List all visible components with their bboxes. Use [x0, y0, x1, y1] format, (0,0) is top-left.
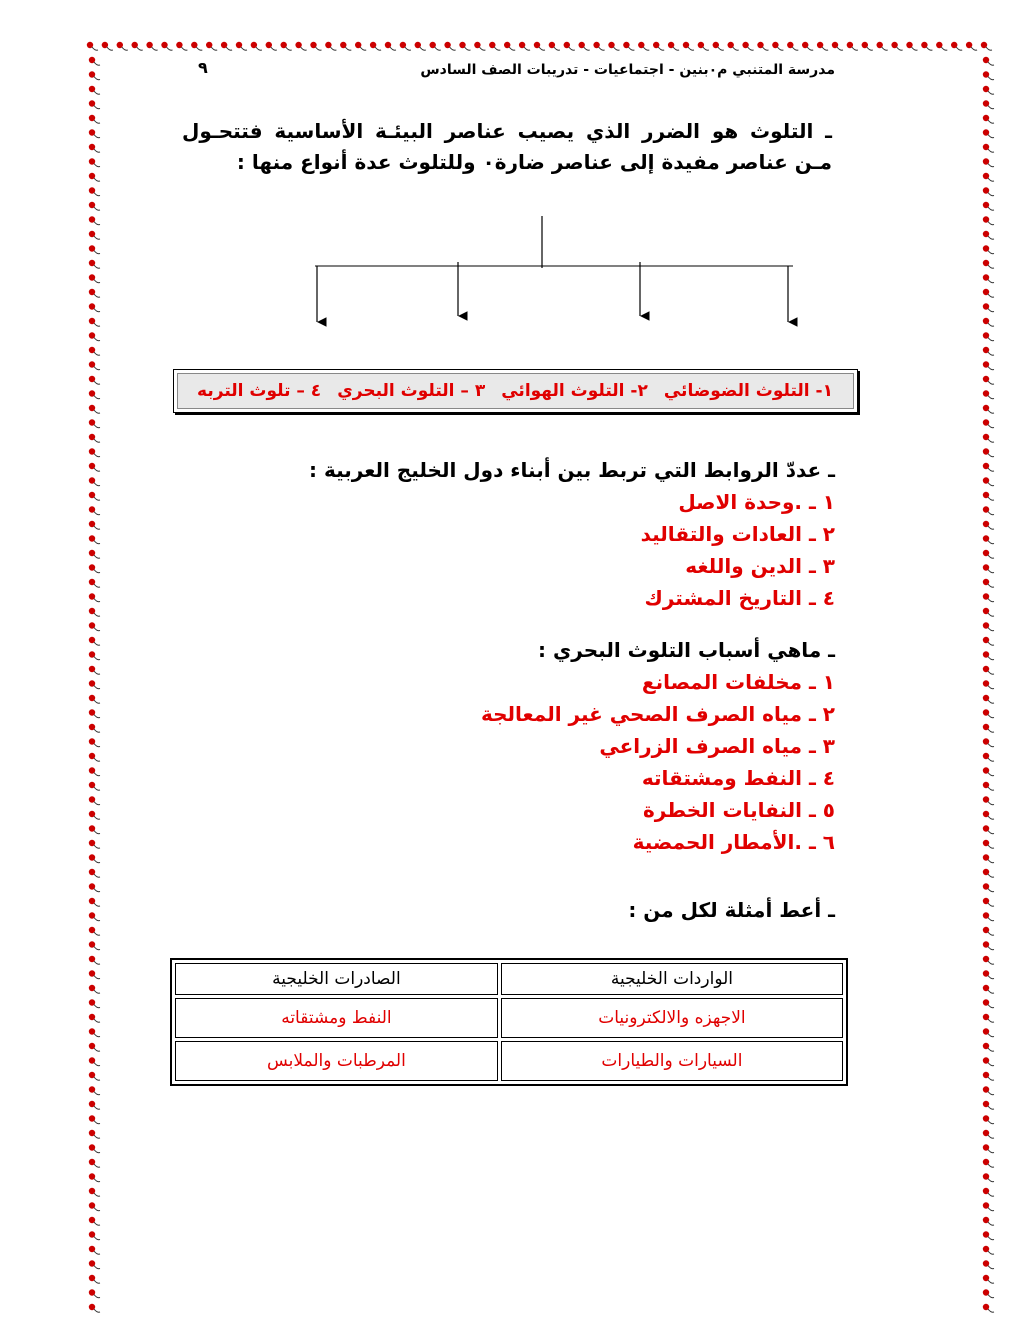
ornament: [89, 767, 100, 775]
ornament: [89, 318, 100, 326]
ornament: [549, 42, 560, 50]
ornament: [983, 579, 994, 587]
ornament: [89, 912, 100, 920]
table-cell: الاجهزه والالكترونيات: [501, 998, 843, 1038]
ornament: [117, 42, 128, 50]
ornament: [89, 535, 100, 543]
ornament: [983, 1231, 994, 1239]
ornament: [983, 173, 994, 181]
ornament: [89, 985, 100, 993]
ornament: [89, 680, 100, 688]
list-item: ٦ ـ .الأمطار الحمضية: [632, 830, 835, 854]
ornament: [983, 86, 994, 94]
ornament: [89, 86, 100, 94]
ornament: [638, 42, 649, 50]
ornament: [89, 332, 100, 340]
ornament: [89, 274, 100, 282]
ornament: [89, 245, 100, 253]
list-item: ٣ ـ مياه الصرف الزراعي: [599, 734, 835, 758]
ornament: [983, 593, 994, 601]
ornament: [221, 42, 232, 50]
page-number: ٩: [198, 58, 208, 77]
ornament: [983, 376, 994, 384]
ornament: [772, 42, 783, 50]
ornament: [89, 579, 100, 587]
ornament: [983, 521, 994, 529]
ornament: [444, 42, 455, 50]
marine-pollution-question: ـ ماهي أسباب التلوث البحري :: [538, 638, 835, 662]
ornament: [983, 1101, 994, 1109]
ornament: [608, 42, 619, 50]
ornament: [564, 42, 575, 50]
list-item: ٤ ـ النفط ومشتقاته: [641, 766, 835, 790]
ornament: [983, 303, 994, 311]
ornament: [983, 782, 994, 790]
ornament: [817, 42, 828, 50]
ornament: [983, 187, 994, 195]
ornament: [983, 1289, 994, 1297]
pollution-types-box: [173, 369, 858, 413]
ornament: [519, 42, 530, 50]
ornament: [983, 608, 994, 616]
ornament: [832, 42, 843, 50]
ornament: [683, 42, 694, 50]
ornament: [89, 506, 100, 514]
ornament: [862, 42, 873, 50]
list-item: ١ ـ .وحدة الاصل: [678, 490, 835, 514]
ornament: [983, 492, 994, 500]
ornament: [89, 492, 100, 500]
ornament: [489, 42, 500, 50]
ornament: [983, 753, 994, 761]
ornament: [89, 1231, 100, 1239]
ornament: [877, 42, 888, 50]
ornament: [983, 289, 994, 297]
ornament: [983, 622, 994, 630]
ornament: [89, 622, 100, 630]
ornament: [89, 115, 100, 123]
ornament: [983, 361, 994, 369]
page-header: مدرسة المتنبي م٠بنين - اجتماعيات - تدريبات الصف السادس: [420, 62, 835, 78]
ornament: [983, 811, 994, 819]
ornament: [89, 999, 100, 1007]
ornament: [593, 42, 604, 50]
ornament: [983, 347, 994, 355]
ornament: [983, 434, 994, 442]
ornament: [983, 1028, 994, 1036]
ornament: [983, 550, 994, 558]
examples-table: [170, 958, 848, 1086]
ornament: [983, 738, 994, 746]
ornament: [847, 42, 858, 50]
ornament: [89, 738, 100, 746]
ornament: [89, 1043, 100, 1051]
pollution-type-4: ٤ – تلوث التربه: [197, 381, 322, 401]
ornament: [983, 463, 994, 471]
ornament: [89, 57, 100, 65]
ornament: [983, 115, 994, 123]
ornament: [951, 42, 962, 50]
ornament: [983, 245, 994, 253]
ornament: [89, 927, 100, 935]
ornament: [983, 1057, 994, 1065]
ornament: [89, 1289, 100, 1297]
ornament: [983, 390, 994, 398]
ornament: [89, 941, 100, 949]
ornament: [89, 782, 100, 790]
ornament: [983, 869, 994, 877]
pollution-definition: ـ التلوث هو الضرر الذي يصيب عناصر البيئـة الأساسية فتتحـول مـن عناصر مفيدة إلى عناصر ضارة٠ وللتلوث عدة أنواع منها :: [182, 119, 832, 174]
ornament: [89, 1159, 100, 1167]
ornament: [668, 42, 679, 50]
ornament: [653, 42, 664, 50]
ornament: [89, 419, 100, 427]
ornament: [89, 608, 100, 616]
ornament: [89, 521, 100, 529]
ornament: [983, 202, 994, 210]
ornament: [983, 332, 994, 340]
ornament: [89, 869, 100, 877]
ornament: [983, 1086, 994, 1094]
ornament: [983, 129, 994, 137]
ornament: [89, 129, 100, 137]
ornament: [236, 42, 247, 50]
ornament: [266, 42, 277, 50]
ornament: [983, 651, 994, 659]
ornament: [89, 390, 100, 398]
ornament: [89, 216, 100, 224]
ornament: [89, 840, 100, 848]
ornament: [89, 753, 100, 761]
ornament: [385, 42, 396, 50]
ornament: [983, 71, 994, 79]
ornament: [89, 477, 100, 485]
ornament: [983, 1304, 994, 1312]
ornament: [102, 42, 113, 50]
ornament: [698, 42, 709, 50]
ornament: [983, 956, 994, 964]
ornament: [89, 898, 100, 906]
ornament: [89, 811, 100, 819]
ornament: [742, 42, 753, 50]
ornament: [983, 448, 994, 456]
ornament: [89, 361, 100, 369]
pollution-type-1: ١- التلوث الضوضائي: [663, 381, 833, 401]
ornament: [983, 637, 994, 645]
ornament: [89, 564, 100, 572]
ornament: [983, 970, 994, 978]
ornament: [89, 593, 100, 601]
ornament: [474, 42, 485, 50]
ornament: [89, 651, 100, 659]
ornament: [430, 42, 441, 50]
gulf-ties-list: [641, 486, 835, 614]
list-item: ٣ ـ الدين واللغه: [685, 554, 835, 578]
header-imports: الواردات الخليجية: [501, 963, 843, 995]
ornament: [89, 347, 100, 355]
ornament: [89, 158, 100, 166]
ornament: [89, 637, 100, 645]
ornament: [983, 941, 994, 949]
ornament: [983, 144, 994, 152]
ornament: [966, 42, 977, 50]
ornament: [728, 42, 739, 50]
ornament: [983, 927, 994, 935]
ornament: [89, 1173, 100, 1181]
ornament: [983, 1014, 994, 1022]
ornament: [983, 767, 994, 775]
ornament: [89, 666, 100, 674]
ornament: [89, 709, 100, 717]
ornament: [983, 535, 994, 543]
ornament: [579, 42, 590, 50]
ornament: [983, 57, 994, 65]
ornament: [983, 419, 994, 427]
ornament: [983, 840, 994, 848]
ornament: [983, 405, 994, 413]
table-cell: المرطبات والملابس: [175, 1041, 498, 1081]
ornament: [89, 71, 100, 79]
ornament: [983, 1159, 994, 1167]
ornament: [983, 231, 994, 239]
ornament: [983, 666, 994, 674]
table-cell: السيارات والطيارات: [501, 1041, 843, 1081]
ornament: [504, 42, 515, 50]
ornament: [89, 463, 100, 471]
ornament: [355, 42, 366, 50]
ornament: [983, 1188, 994, 1196]
ornament: [906, 42, 917, 50]
ornament: [89, 796, 100, 804]
ornament: [983, 1130, 994, 1138]
ornament: [206, 42, 217, 50]
ornament: [936, 42, 947, 50]
ornament: [891, 42, 902, 50]
ornament: [89, 1014, 100, 1022]
ornament: [983, 985, 994, 993]
ornament: [415, 42, 426, 50]
ornament: [802, 42, 813, 50]
ornament: [713, 42, 724, 50]
list-item: ١ ـ مخلفات المصانع: [641, 670, 835, 694]
ornament: [89, 1144, 100, 1152]
examples-question: ـ أعط أمثلة لكل من :: [628, 898, 835, 922]
ornament: [757, 42, 768, 50]
ornament: [983, 854, 994, 862]
ornament: [251, 42, 262, 50]
table-row: [175, 998, 843, 1038]
ornament: [983, 216, 994, 224]
ornament: [89, 1086, 100, 1094]
ornament: [281, 42, 292, 50]
ornament: [87, 42, 98, 50]
ornament: [89, 956, 100, 964]
ornament: [983, 564, 994, 572]
ornament: [89, 1028, 100, 1036]
ornament: [89, 1072, 100, 1080]
ornament: [89, 1130, 100, 1138]
ornament: [983, 825, 994, 833]
ornament: [89, 825, 100, 833]
ornament: [983, 274, 994, 282]
ornament: [983, 477, 994, 485]
ornament: [89, 1188, 100, 1196]
ornament: [89, 1217, 100, 1225]
list-item: ٢ ـ العادات والتقاليد: [640, 522, 835, 546]
ornament: [983, 318, 994, 326]
ornament: [89, 187, 100, 195]
ornament: [983, 506, 994, 514]
ornament: [325, 42, 336, 50]
ornament: [89, 1275, 100, 1283]
ornament: [340, 42, 351, 50]
ornament: [89, 550, 100, 558]
ornament: [132, 42, 143, 50]
table-row: [175, 1041, 843, 1081]
list-item: ٥ ـ النفايات الخطرة: [642, 798, 835, 822]
ornament: [459, 42, 470, 50]
ornament: [983, 1246, 994, 1254]
header-exports: الصادرات الخليجية: [175, 963, 498, 995]
pollution-type-2: ٢- التلوث الهوائي: [501, 381, 648, 401]
table-header-row: [175, 963, 843, 995]
ornament: [983, 999, 994, 1007]
ornament: [983, 1173, 994, 1181]
ornament: [983, 709, 994, 717]
list-item: ٤ ـ التاريخ المشترك: [644, 586, 835, 610]
ornament: [176, 42, 187, 50]
ornament: [89, 173, 100, 181]
ornament: [787, 42, 798, 50]
ornament: [983, 1217, 994, 1225]
ornament: [89, 231, 100, 239]
ornament: [191, 42, 202, 50]
ornament: [89, 883, 100, 891]
ornament: [983, 260, 994, 268]
ornament: [89, 405, 100, 413]
ornament: [89, 376, 100, 384]
ornament: [89, 448, 100, 456]
ornament: [983, 158, 994, 166]
ornament: [310, 42, 321, 50]
ornament: [295, 42, 306, 50]
list-item: ٢ ـ مياه الصرف الصحي غير المعالجة: [480, 702, 835, 726]
ornament: [89, 695, 100, 703]
ornament: [983, 1260, 994, 1268]
ornament: [983, 1043, 994, 1051]
ornament: [89, 100, 100, 108]
ornament: [534, 42, 545, 50]
ornament: [983, 1275, 994, 1283]
ornament: [983, 680, 994, 688]
ornament: [89, 202, 100, 210]
pollution-type-3: ٣ – التلوث البحري: [337, 381, 486, 401]
ornament: [983, 724, 994, 732]
ornament: [89, 1304, 100, 1312]
ornament: [89, 1202, 100, 1210]
ornament: [89, 970, 100, 978]
ornament: [983, 695, 994, 703]
ornament: [89, 1115, 100, 1123]
ornament: [983, 1144, 994, 1152]
ornament: [89, 1057, 100, 1065]
ornament: [983, 796, 994, 804]
ornament: [89, 260, 100, 268]
gulf-ties-question: ـ عددّ الروابط التي تربط بين أبناء دول الخليج العربية :: [308, 458, 835, 482]
ornament: [89, 724, 100, 732]
ornament: [983, 1202, 994, 1210]
table-cell: النفط ومشتقاته: [175, 998, 498, 1038]
ornament: [983, 883, 994, 891]
ornament: [161, 42, 172, 50]
ornament: [89, 1246, 100, 1254]
ornament: [983, 100, 994, 108]
ornament: [921, 42, 932, 50]
ornament: [89, 1101, 100, 1109]
ornament: [89, 854, 100, 862]
ornament: [89, 144, 100, 152]
ornament: [370, 42, 381, 50]
ornament: [983, 898, 994, 906]
ornament: [983, 912, 994, 920]
ornament: [89, 289, 100, 297]
ornament: [983, 1115, 994, 1123]
ornament: [981, 42, 992, 50]
ornament: [146, 42, 157, 50]
ornament: [89, 1260, 100, 1268]
ornament: [400, 42, 411, 50]
ornament: [983, 1072, 994, 1080]
ornament: [89, 303, 100, 311]
ornament: [89, 434, 100, 442]
marine-pollution-list: [481, 666, 835, 858]
ornament: [623, 42, 634, 50]
